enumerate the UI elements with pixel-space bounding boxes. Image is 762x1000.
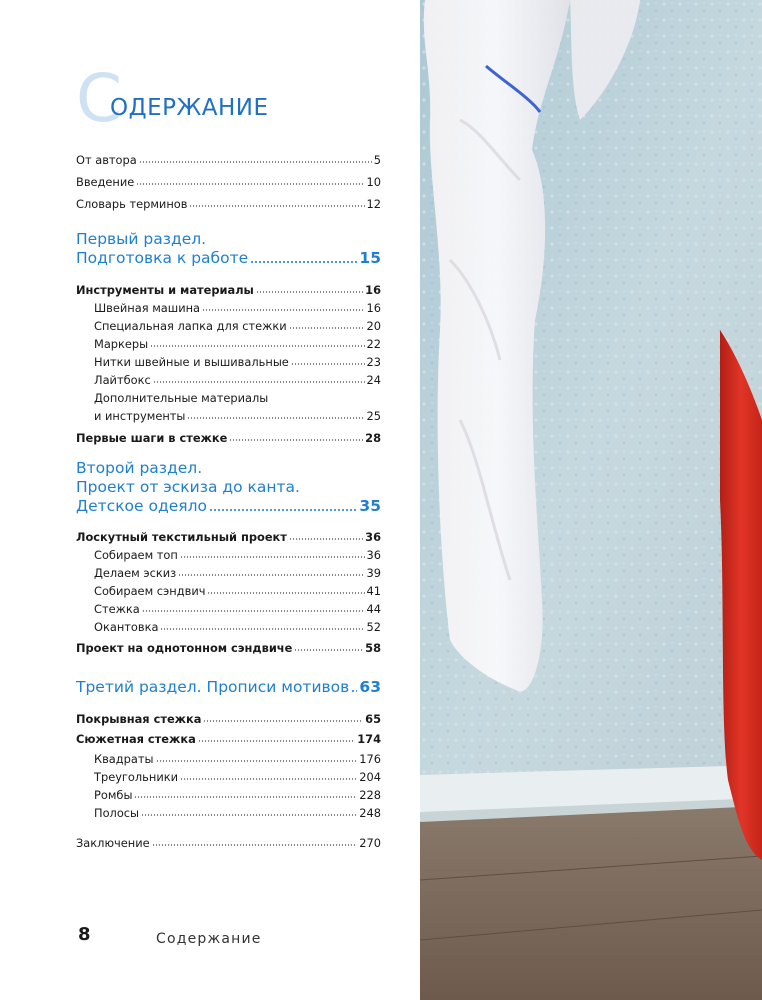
toc-entry-title: Треугольники (94, 770, 179, 784)
toc-chapter[interactable] (76, 281, 381, 299)
toc-section-1 (76, 230, 381, 268)
toc-entry-title: Маркеры (94, 337, 149, 351)
toc-entry-page: 5 (373, 153, 381, 167)
toc-entry[interactable] (76, 618, 381, 636)
toc-chapter[interactable] (76, 528, 381, 546)
toc-entry-title: Нитки швейные и вышивальные (94, 355, 289, 369)
title-rest: ОДЕРЖАНИЕ (110, 95, 269, 121)
toc-entry-title: Лайтбокс (94, 373, 151, 387)
toc-entry-title: Словарь терминов (76, 197, 188, 211)
toc-entry-page: 39 (366, 566, 381, 580)
toc-entry-title: Стежка (94, 602, 140, 616)
chapter-page: 58 (365, 641, 381, 655)
toc-entry-title: Ромбы (94, 788, 133, 802)
toc-entry[interactable] (76, 371, 381, 389)
toc-entry-page: 25 (366, 409, 381, 423)
toc-entry-title: От автора (76, 153, 137, 167)
running-head (156, 931, 262, 947)
toc-entry[interactable] (76, 173, 381, 191)
toc-entry-title: и инструменты (94, 409, 186, 423)
toc-entry-title: Собираем топ (94, 548, 178, 562)
toc-entry-page: 41 (366, 584, 381, 598)
toc-chapter[interactable] (76, 429, 381, 447)
toc-entry[interactable] (76, 804, 381, 822)
toc-entry-page: 22 (366, 337, 381, 351)
section-heading-line: Проект от эскиза до канта. (76, 478, 300, 496)
toc-entry-title-line: Дополнительные материалы (94, 391, 269, 405)
toc-section-2-entries (76, 528, 381, 657)
chapter-title: Проект на однотонном сэндвиче (76, 641, 293, 655)
toc-entry[interactable] (76, 546, 381, 564)
chapter-page: 174 (357, 732, 381, 746)
floor (420, 806, 762, 1000)
toc-section-3-entries (76, 710, 381, 822)
toc-chapter[interactable] (76, 639, 381, 657)
running-head-text: Содержание (156, 931, 262, 947)
chapter-title: Инструменты и материалы (76, 283, 254, 297)
toc-entry-title: Окантовка (94, 620, 159, 634)
section-heading[interactable] (76, 678, 381, 697)
toc-entry[interactable] (76, 353, 381, 371)
section-page: 15 (359, 249, 381, 267)
toc-entry[interactable] (76, 600, 381, 618)
toc-entry[interactable] (76, 750, 381, 768)
toc-entry-page: 176 (359, 752, 381, 766)
toc-entry-page: 12 (366, 197, 381, 211)
toc-section-2 (76, 459, 381, 516)
toc-entry[interactable] (76, 834, 381, 852)
section-title: Детское одеяло (76, 497, 207, 515)
chapter-page: 65 (365, 712, 381, 726)
section-title: Третий раздел. Прописи мотивов (76, 678, 350, 696)
toc-entry-page: 10 (366, 175, 381, 189)
toc-section-3 (76, 678, 381, 697)
curtain-photo (420, 0, 762, 1000)
toc-section-1-entries (76, 281, 381, 447)
toc-chapter[interactable] (76, 730, 381, 748)
chapter-title: Лоскутный текстильный проект (76, 530, 287, 544)
section-heading-line: Первый раздел. (76, 230, 207, 248)
toc-entry-page: 204 (359, 770, 381, 784)
toc-entry[interactable] (76, 195, 381, 213)
toc-entry-title: Введение (76, 175, 135, 189)
toc-entry-title: Делаем эскиз (94, 566, 177, 580)
section-heading[interactable] (76, 249, 381, 268)
section-heading[interactable] (76, 497, 381, 516)
section-heading-line: Второй раздел. (76, 459, 203, 477)
chapter-page: 16 (365, 283, 381, 297)
toc-entry-page: 248 (359, 806, 381, 820)
section-page: 63 (359, 678, 381, 696)
toc-entry[interactable] (76, 299, 381, 317)
page-number: 8 (78, 924, 91, 945)
toc-front-matter (76, 151, 381, 213)
toc-entry[interactable] (76, 786, 381, 804)
section-page: 35 (359, 497, 381, 515)
chapter-title: Покрывная стежка (76, 712, 202, 726)
toc-entry[interactable] (76, 407, 381, 425)
toc-entry-title: Квадраты (94, 752, 154, 766)
toc-entry-title: Специальная лапка для стежки (94, 319, 287, 333)
chapter-page: 36 (365, 530, 381, 544)
chapter-page: 28 (365, 431, 381, 445)
toc-entry[interactable] (76, 564, 381, 582)
toc-entry-page: 23 (366, 355, 381, 369)
toc-entry-page: 52 (366, 620, 381, 634)
toc-chapter[interactable] (76, 710, 381, 728)
chapter-title: Первые шаги в стежке (76, 431, 228, 445)
toc-entry[interactable] (76, 335, 381, 353)
section-title: Подготовка к работе (76, 249, 249, 267)
toc-entry-page: 44 (366, 602, 381, 616)
toc-entry[interactable] (76, 582, 381, 600)
toc-entry[interactable] (76, 151, 381, 169)
toc-entry-title: Заключение (76, 836, 150, 850)
toc-entry[interactable] (76, 317, 381, 335)
toc-entry-title: Швейная машина (94, 301, 201, 315)
chapter-title: Сюжетная стежка (76, 732, 196, 746)
toc-entry-page: 24 (366, 373, 381, 387)
toc-entry-page: 36 (366, 548, 381, 562)
toc-conclusion (76, 834, 381, 852)
toc-entry-page: 228 (359, 788, 381, 802)
toc-entry-page: 16 (366, 301, 381, 315)
toc-entry-page: 20 (366, 319, 381, 333)
toc-entry-title: Собираем сэндвич (94, 584, 206, 598)
toc-entry-title: Полосы (94, 806, 140, 820)
page-title (76, 60, 406, 137)
title-initial: С (76, 60, 123, 137)
toc-entry[interactable] (76, 768, 381, 786)
toc-entry-page: 270 (359, 836, 381, 850)
